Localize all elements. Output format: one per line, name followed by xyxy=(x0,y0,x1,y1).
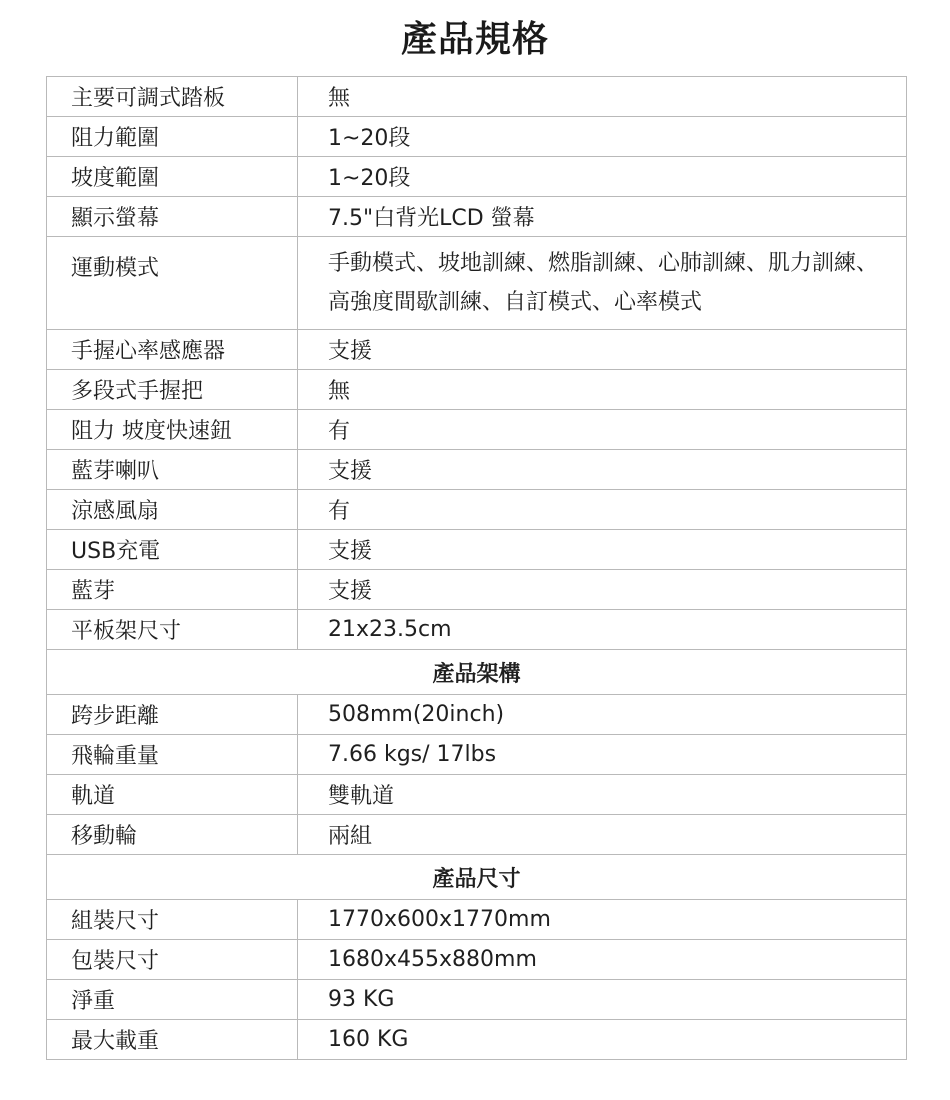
page-title: 產品規格 xyxy=(400,19,549,60)
table-row xyxy=(47,77,907,117)
spec-label: 涼感風扇 xyxy=(47,490,298,530)
table-row xyxy=(47,450,907,490)
spec-value: 有 xyxy=(298,410,907,450)
spec-value: 1680x455x880mm xyxy=(298,940,907,980)
spec-value: 1770x600x1770mm xyxy=(298,900,907,940)
table-row xyxy=(47,815,907,855)
table-row xyxy=(47,370,907,410)
section-heading-row xyxy=(47,855,907,900)
spec-label: USB充電 xyxy=(47,530,298,570)
spec-label: 最大載重 xyxy=(47,1020,298,1060)
spec-value: 1~20段 xyxy=(298,117,907,157)
spec-value: 無 xyxy=(298,77,907,117)
spec-label: 多段式手握把 xyxy=(47,370,298,410)
table-row xyxy=(47,570,907,610)
spec-value: 93 KG xyxy=(298,980,907,1020)
spec-value: 支援 xyxy=(298,570,907,610)
spec-value: 1~20段 xyxy=(298,157,907,197)
spec-label: 阻力範圍 xyxy=(47,117,298,157)
section-heading-structure: 產品架構 xyxy=(47,650,907,695)
table-row xyxy=(47,157,907,197)
spec-value: 7.5"白背光LCD 螢幕 xyxy=(298,197,907,237)
spec-label: 移動輪 xyxy=(47,815,298,855)
spec-label: 飛輪重量 xyxy=(47,735,298,775)
spec-table xyxy=(46,76,907,1060)
spec-value: 7.66 kgs/ 17lbs xyxy=(298,735,907,775)
spec-value: 無 xyxy=(298,370,907,410)
spec-value: 21x23.5cm xyxy=(298,610,907,650)
table-row xyxy=(47,117,907,157)
section-heading-dimensions: 產品尺寸 xyxy=(47,855,907,900)
spec-label: 平板架尺寸 xyxy=(47,610,298,650)
section-heading-row xyxy=(47,650,907,695)
table-row xyxy=(47,695,907,735)
table-row xyxy=(47,1020,907,1060)
spec-value: 兩組 xyxy=(298,815,907,855)
spec-label: 運動模式 xyxy=(47,237,298,330)
spec-value: 有 xyxy=(298,490,907,530)
spec-label: 手握心率感應器 xyxy=(47,330,298,370)
spec-label: 坡度範圍 xyxy=(47,157,298,197)
table-row xyxy=(47,610,907,650)
table-row xyxy=(47,410,907,450)
spec-value: 雙軌道 xyxy=(298,775,907,815)
spec-value: 508mm(20inch) xyxy=(298,695,907,735)
spec-value: 手動模式、坡地訓練、燃脂訓練、心肺訓練、肌力訓練、高強度間歇訓練、自訂模式、心率模式 xyxy=(298,237,907,330)
spec-label: 顯示螢幕 xyxy=(47,197,298,237)
table-row xyxy=(47,775,907,815)
table-row xyxy=(47,237,907,330)
spec-label: 軌道 xyxy=(47,775,298,815)
spec-label: 淨重 xyxy=(47,980,298,1020)
table-row xyxy=(47,735,907,775)
spec-label: 跨步距離 xyxy=(47,695,298,735)
table-row xyxy=(47,900,907,940)
table-row xyxy=(47,980,907,1020)
table-row xyxy=(47,530,907,570)
spec-label: 主要可調式踏板 xyxy=(47,77,298,117)
spec-value: 支援 xyxy=(298,330,907,370)
spec-label: 藍芽喇叭 xyxy=(47,450,298,490)
table-row xyxy=(47,940,907,980)
spec-label: 組裝尺寸 xyxy=(47,900,298,940)
spec-value: 支援 xyxy=(298,450,907,490)
table-row xyxy=(47,490,907,530)
spec-value: 160 KG xyxy=(298,1020,907,1060)
spec-label: 包裝尺寸 xyxy=(47,940,298,980)
spec-value: 支援 xyxy=(298,530,907,570)
spec-label: 藍芽 xyxy=(47,570,298,610)
table-row xyxy=(47,197,907,237)
spec-label: 阻力 坡度快速鈕 xyxy=(47,410,298,450)
table-row xyxy=(47,330,907,370)
